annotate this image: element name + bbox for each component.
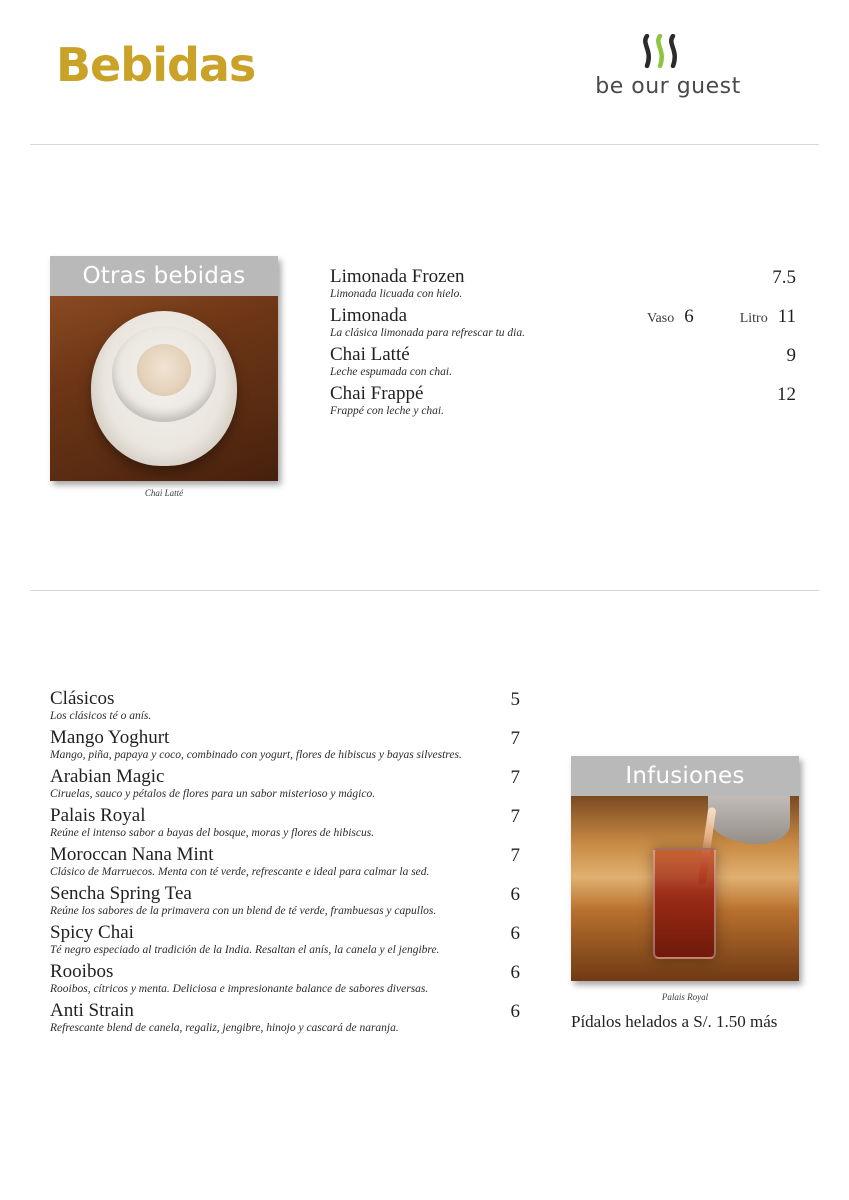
menu-item-arabian-magic [50,766,520,800]
infusiones-photo-caption: Palais Royal [661,992,709,1002]
price-option-label: Vaso [646,311,675,326]
otras-bebidas-photo-card [50,256,278,481]
item-description: Ciruelas, sauco y pétalos de flores para un sabor misterioso y mágico. [50,788,376,800]
item-price: 7 [510,728,520,749]
item-description: Limonada licuada con hielo. [330,288,463,300]
menu-item-mango-yoghurt [50,727,520,761]
price-option-value: 6 [684,306,694,327]
menu-item-moroccan-nana-mint [50,844,520,878]
section-divider [30,590,819,591]
item-description: Frappé con leche y chai. [330,405,444,417]
item-description: Mango, piña, papaya y coco, combinado con yogurt, flores de hibiscus y bayas silvestres. [50,749,462,761]
item-name: Limonada Frozen [330,266,465,287]
item-name: Clásicos [50,688,115,709]
item-price: 9 [786,345,796,366]
iced-note: Pídalos helados a S/. 1.50 más [571,1012,778,1031]
item-description: Los clásicos té o anís. [50,710,152,722]
item-name: Moroccan Nana Mint [50,844,214,865]
menu-item-limonada [330,305,796,339]
item-name: Mango Yoghurt [50,727,170,748]
item-description: La clásica limonada para refrescar tu dia. [330,327,525,339]
item-description: Té negro especiado al tradición de la India. Resaltan el anís, la canela y el jengibre. [50,944,440,956]
item-description: Reúne los sabores de la primavera con un blend de té verde, frambuesas y capullos. [50,905,437,917]
menu-item-sencha-spring-tea [50,883,520,917]
infusiones-photo-card [571,756,799,981]
page-header [0,0,849,150]
item-price: 7 [510,767,520,788]
infusiones-band-label: Infusiones [571,756,799,796]
menu-item-anti-strain [50,1000,520,1034]
item-description: Leche espumada con chai. [330,366,452,378]
item-name: Arabian Magic [50,766,165,787]
page-title: Bebidas [56,38,256,92]
header-divider [30,144,819,145]
menu-item-chai-latte [330,344,796,378]
menu-item-limonada-frozen [330,266,796,300]
item-price: 5 [510,689,520,710]
menu-item-clasicos [50,688,520,722]
price-option-label: Litro [739,311,768,326]
item-name: Sencha Spring Tea [50,883,192,904]
otras-bebidas-photo-caption: Chai Latté [144,488,184,498]
otras-bebidas-band-label: Otras bebidas [50,256,278,296]
item-description: Refrescante blend de canela, regaliz, jengibre, hinojo y cascará de naranja. [50,1022,399,1034]
item-name: Anti Strain [50,1000,134,1021]
cappuccino-cup-photo [50,296,278,481]
three-wavy-lines-logo-icon [553,34,771,68]
drinks-menu-list [330,266,796,422]
item-price: 7.5 [772,267,796,288]
item-price: 7 [510,806,520,827]
item-name: Chai Latté [330,344,410,365]
brand-block [553,34,793,99]
item-description: Reúne el intenso sabor a bayas del bosque, moras y flores de hibiscus. [50,827,375,839]
item-price: 12 [777,384,796,405]
item-name: Spicy Chai [50,922,134,943]
item-description: Rooibos, cítricos y menta. Deliciosa e impresionante balance de sabores diversas. [50,983,429,995]
menu-item-chai-frappe [330,383,796,417]
item-name: Chai Frappé [330,383,424,404]
price-option-value: 11 [777,306,796,327]
item-price-options [576,306,796,328]
item-price: 6 [510,962,520,983]
item-description: Clásico de Marruecos. Menta con té verde, refrescante e ideal para calmar la sed. [50,866,430,878]
menu-item-spicy-chai [50,922,520,956]
item-name: Limonada [330,305,408,326]
menu-item-rooibos [50,961,520,995]
infusions-menu-list [50,688,520,1039]
menu-item-palais-royal [50,805,520,839]
item-price: 6 [510,1001,520,1022]
item-name: Rooibos [50,961,114,982]
tea-glass-pouring-photo [571,796,799,981]
item-price: 6 [510,923,520,944]
item-name: Palais Royal [50,805,146,826]
brand-name: be our guest [595,74,741,99]
item-price: 7 [510,845,520,866]
item-price: 6 [510,884,520,905]
